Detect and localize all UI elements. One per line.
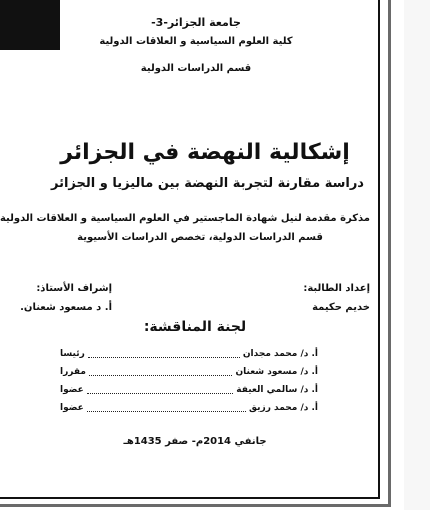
submission-date: جانفي 2014م- صفر 1435هـ <box>123 436 267 447</box>
faculty-name: كلية العلوم السياسية و العلاقات الدولية <box>99 36 293 47</box>
university-name: جامعة الجزائر-3- <box>151 16 241 29</box>
jury-member-name: أ. د/ مسعود شعنان <box>235 367 318 377</box>
dotted-leader <box>87 392 234 394</box>
margin-strip <box>404 0 430 510</box>
prepared-by-label: إعداد الطالبة: <box>303 283 370 294</box>
supervisor-label: إشراف الأستاذ: <box>36 283 112 294</box>
jury-member-name: أ. د/ محمد رزيق <box>249 403 318 413</box>
jury-member-role: رئيسا <box>60 349 85 359</box>
supervisor-name: أ. د مسعود شعنان. <box>20 302 112 313</box>
memo-line-2: قسم الدراسات الدولية، تخصص الدراسات الأسيوية <box>77 232 323 243</box>
dotted-leader <box>87 410 246 412</box>
jury-member <box>60 402 318 414</box>
memo-line-1: مذكرة مقدمة لنيل شهادة الماجستير في العلوم السياسية و العلاقات الدولية <box>0 213 370 224</box>
dotted-leader <box>89 374 233 376</box>
corner-block <box>0 0 60 50</box>
thesis-subtitle: دراسة مقارنة لتجربة النهضة بين ماليزيا و الجزائر <box>51 176 364 191</box>
student-name: خديم حكيمة <box>312 302 370 313</box>
jury-member-role: عضوا <box>60 403 84 413</box>
jury-title: لجنة المناقشة: <box>143 319 247 335</box>
department-name: قسم الدراسات الدولية <box>140 63 252 74</box>
jury-member-name: أ. د/ سالمي العيفة <box>236 385 318 395</box>
jury-member <box>60 348 318 360</box>
jury-member-role: مقررا <box>60 367 86 377</box>
jury-member-name: أ. د/ محمد مجدان <box>242 349 318 359</box>
jury-member <box>60 366 318 378</box>
jury-member-role: عضوا <box>60 385 84 395</box>
jury-member <box>60 384 318 396</box>
dotted-leader <box>88 356 240 358</box>
thesis-title: إشكالية النهضة في الجزائر <box>60 140 350 165</box>
